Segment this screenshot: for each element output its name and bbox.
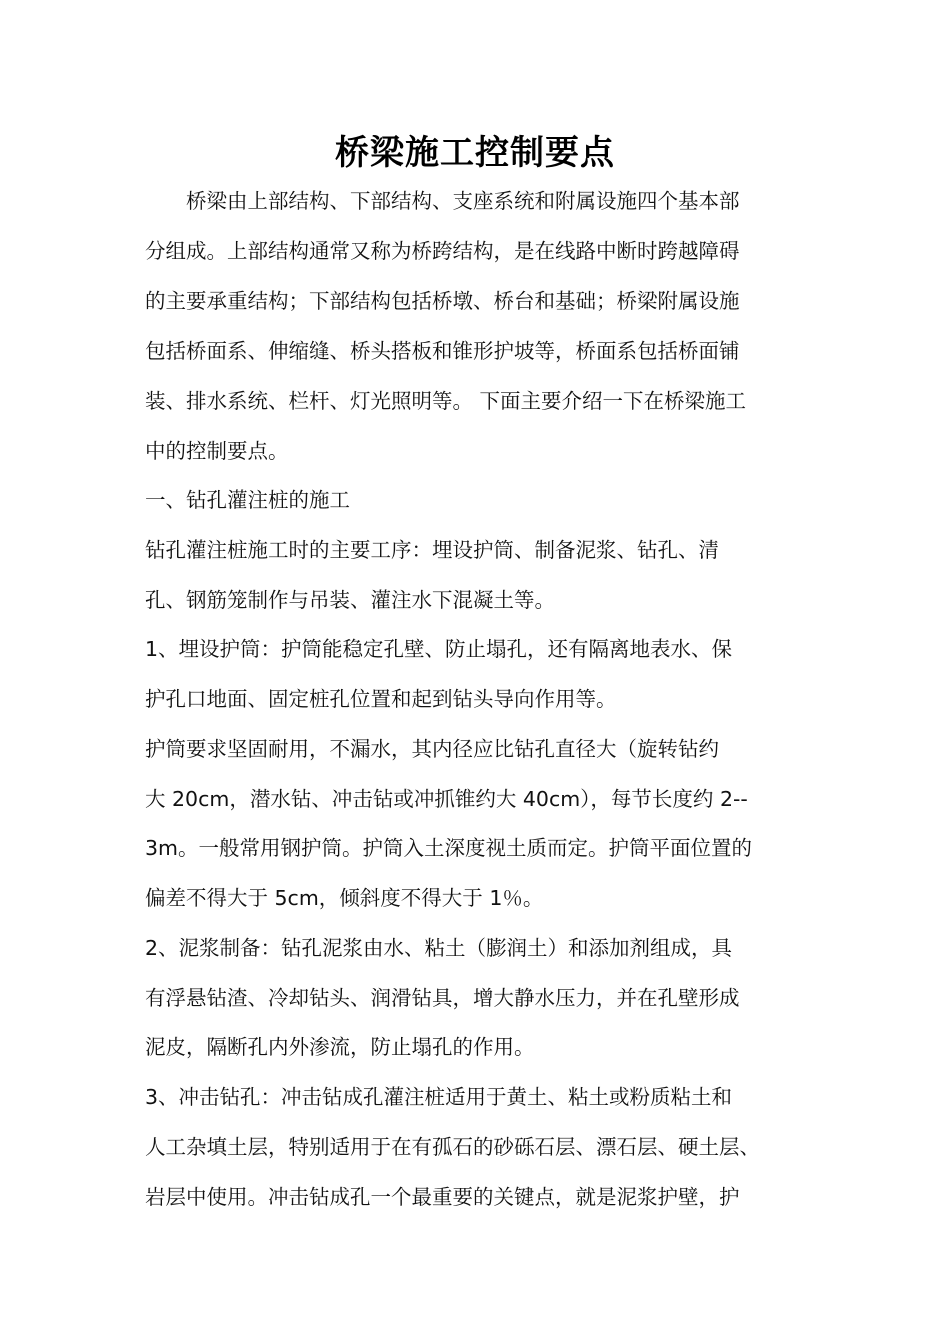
body-text-line: 中的控制要点。 <box>145 439 289 463</box>
body-text-line: 1、埋设护筒：护筒能稳定孔壁、防止塌孔，还有隔离地表水、保 <box>145 637 733 661</box>
body-text-line: 钻孔灌注桩施工时的主要工序：埋设护筒、制备泥浆、钻孔、清 <box>145 538 719 562</box>
body-text-line: 包括桥面系、伸缩缝、桥头搭板和锥形护坡等，桥面系包括桥面铺 <box>145 339 740 363</box>
body-text-line: 2、泥浆制备：钻孔泥浆由水、粘土（膨润土）和添加剂组成，具 <box>145 936 733 960</box>
section-heading: 一、钻孔灌注桩的施工 <box>145 488 350 512</box>
body-text-line: 有浮悬钻渣、冷却钻头、润滑钻具，增大静水压力，并在孔壁形成 <box>145 986 740 1010</box>
body-text-line: 装、排水系统、栏杆、灯光照明等。 下面主要介绍一下在桥梁施工 <box>145 389 747 413</box>
body-text-line: 桥梁由上部结构、下部结构、支座系统和附属设施四个基本部 <box>145 189 740 213</box>
document-title: 桥梁施工控制要点 <box>335 133 615 173</box>
body-text-line: 护孔口地面、固定桩孔位置和起到钻头导向作用等。 <box>145 687 617 711</box>
body-text-line: 护筒要求坚固耐用，不漏水，其内径应比钻孔直径大（旋转钻约 <box>145 737 719 761</box>
body-text-line: 偏差不得大于 5cm，倾斜度不得大于 1％。 <box>145 886 544 910</box>
body-text-line: 大 20cm，潜水钻、冲击钻或冲抓锥约大 40cm），每节长度约 2-- <box>145 787 748 811</box>
body-text-line: 岩层中使用。冲击钻成孔一个最重要的关键点，就是泥浆护壁，护 <box>145 1185 740 1209</box>
body-text-line: 泥皮，隔断孔内外渗流，防止塌孔的作用。 <box>145 1035 535 1059</box>
body-text-line: 人工杂填土层，特别适用于在有孤石的砂砾石层、漂石层、硬土层、 <box>145 1135 760 1159</box>
body-text-line: 孔、钢筋笼制作与吊装、灌注水下混凝土等。 <box>145 588 555 612</box>
body-text-line: 的主要承重结构；下部结构包括桥墩、桥台和基础；桥梁附属设施 <box>145 289 740 313</box>
body-text-line: 3m。一般常用钢护筒。护筒入土深度视土质而定。护筒平面位置的 <box>145 836 753 860</box>
body-text-line: 3、冲击钻孔：冲击钻成孔灌注桩适用于黄土、粘土或粉质粘土和 <box>145 1085 733 1109</box>
body-text-line: 分组成。上部结构通常又称为桥跨结构，是在线路中断时跨越障碍 <box>145 239 740 263</box>
